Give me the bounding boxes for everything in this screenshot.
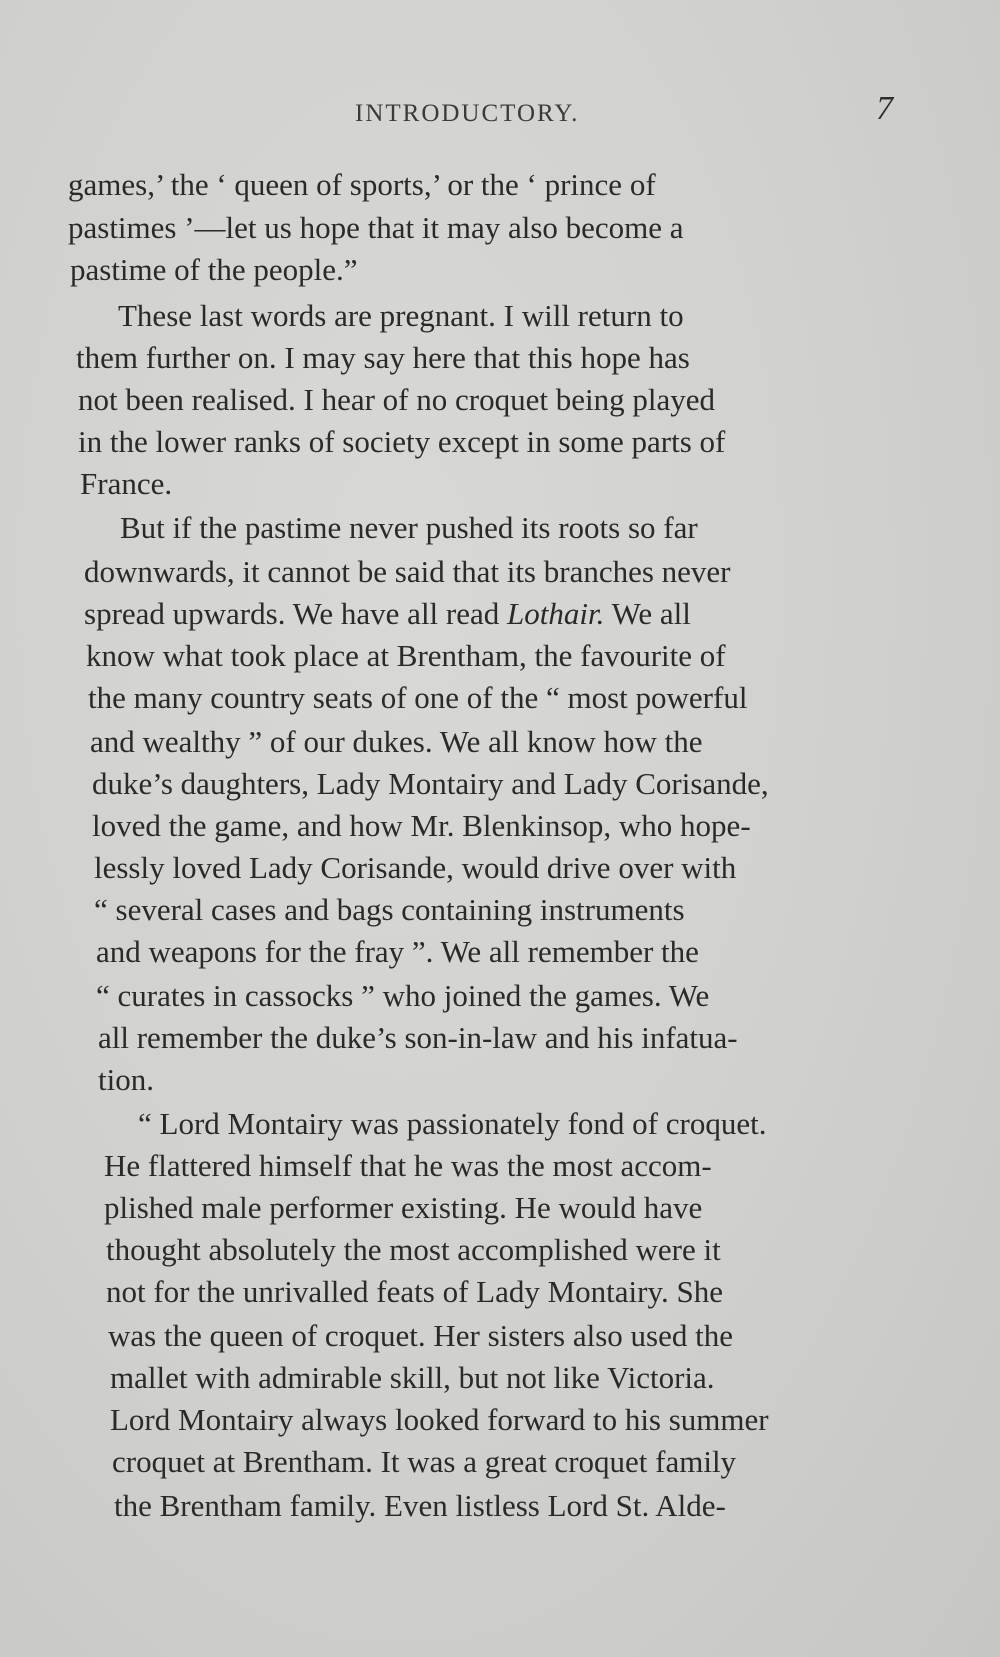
text-line: pastimes ’—let us hope that it may also become a — [68, 210, 684, 245]
text-line: and wealthy ” of our dukes. We all know how the — [90, 724, 703, 759]
text-line: “ curates in cassocks ” who joined the games. We — [96, 978, 710, 1013]
text-line: He flattered himself that he was the most accom- — [104, 1148, 712, 1183]
text-line — [84, 594, 691, 634]
text-line: games,’ the ‘ queen of sports,’ or the ‘ prince of — [68, 167, 656, 202]
text-line: and weapons for the fray ”. We all remember the — [96, 934, 699, 969]
text-line: loved the game, and how Mr. Blenkinsop, who hope- — [92, 808, 751, 843]
page-number: 7 — [876, 90, 893, 127]
text-line: “ Lord Montairy was passionately fond of croquet. — [138, 1106, 767, 1141]
text-line: But if the pastime never pushed its roots so far — [120, 510, 698, 545]
text-line: These last words are pregnant. I will return to — [118, 298, 684, 333]
text-line: lessly loved Lady Corisande, would drive over with — [94, 850, 737, 885]
text-line: not been realised. I hear of no croquet being played — [78, 382, 715, 417]
text-line: duke’s daughters, Lady Montairy and Lady Corisande, — [92, 766, 769, 801]
text-line: them further on. I may say here that this hope has — [76, 340, 690, 375]
text-line: all remember the duke’s son-in-law and his infatua- — [98, 1020, 738, 1055]
text-line: pastime of the people.” — [70, 252, 358, 287]
text-line: the Brentham family. Even listless Lord St. Alde- — [114, 1488, 726, 1523]
text-line: in the lower ranks of society except in some parts of — [78, 424, 726, 459]
text-line: Lord Montairy always looked forward to his summer — [110, 1402, 769, 1437]
text-line: “ several cases and bags containing instruments — [94, 892, 685, 927]
text-line: the many country seats of one of the “ most powerful — [88, 680, 748, 715]
book-title: Lothair. — [507, 596, 605, 631]
text-line: tion. — [98, 1062, 154, 1097]
text-fragment: We all — [611, 596, 691, 631]
text-line: downwards, it cannot be said that its branches never — [84, 554, 731, 589]
text-line: mallet with admirable skill, but not like Victoria. — [110, 1360, 715, 1395]
text-line: know what took place at Brentham, the favourite of — [86, 638, 726, 673]
text-line: croquet at Brentham. It was a great croquet family — [112, 1444, 737, 1479]
text-fragment: spread upwards. We have all read — [84, 596, 500, 631]
text-line: France. — [80, 466, 173, 501]
text-line: was the queen of croquet. Her sisters also used the — [108, 1318, 733, 1353]
text-line: plished male performer existing. He would have — [104, 1190, 703, 1225]
running-title: INTRODUCTORY. — [355, 100, 580, 127]
text-line: thought absolutely the most accomplished were it — [106, 1232, 721, 1267]
text-line: not for the unrivalled feats of Lady Montairy. She — [106, 1274, 723, 1309]
